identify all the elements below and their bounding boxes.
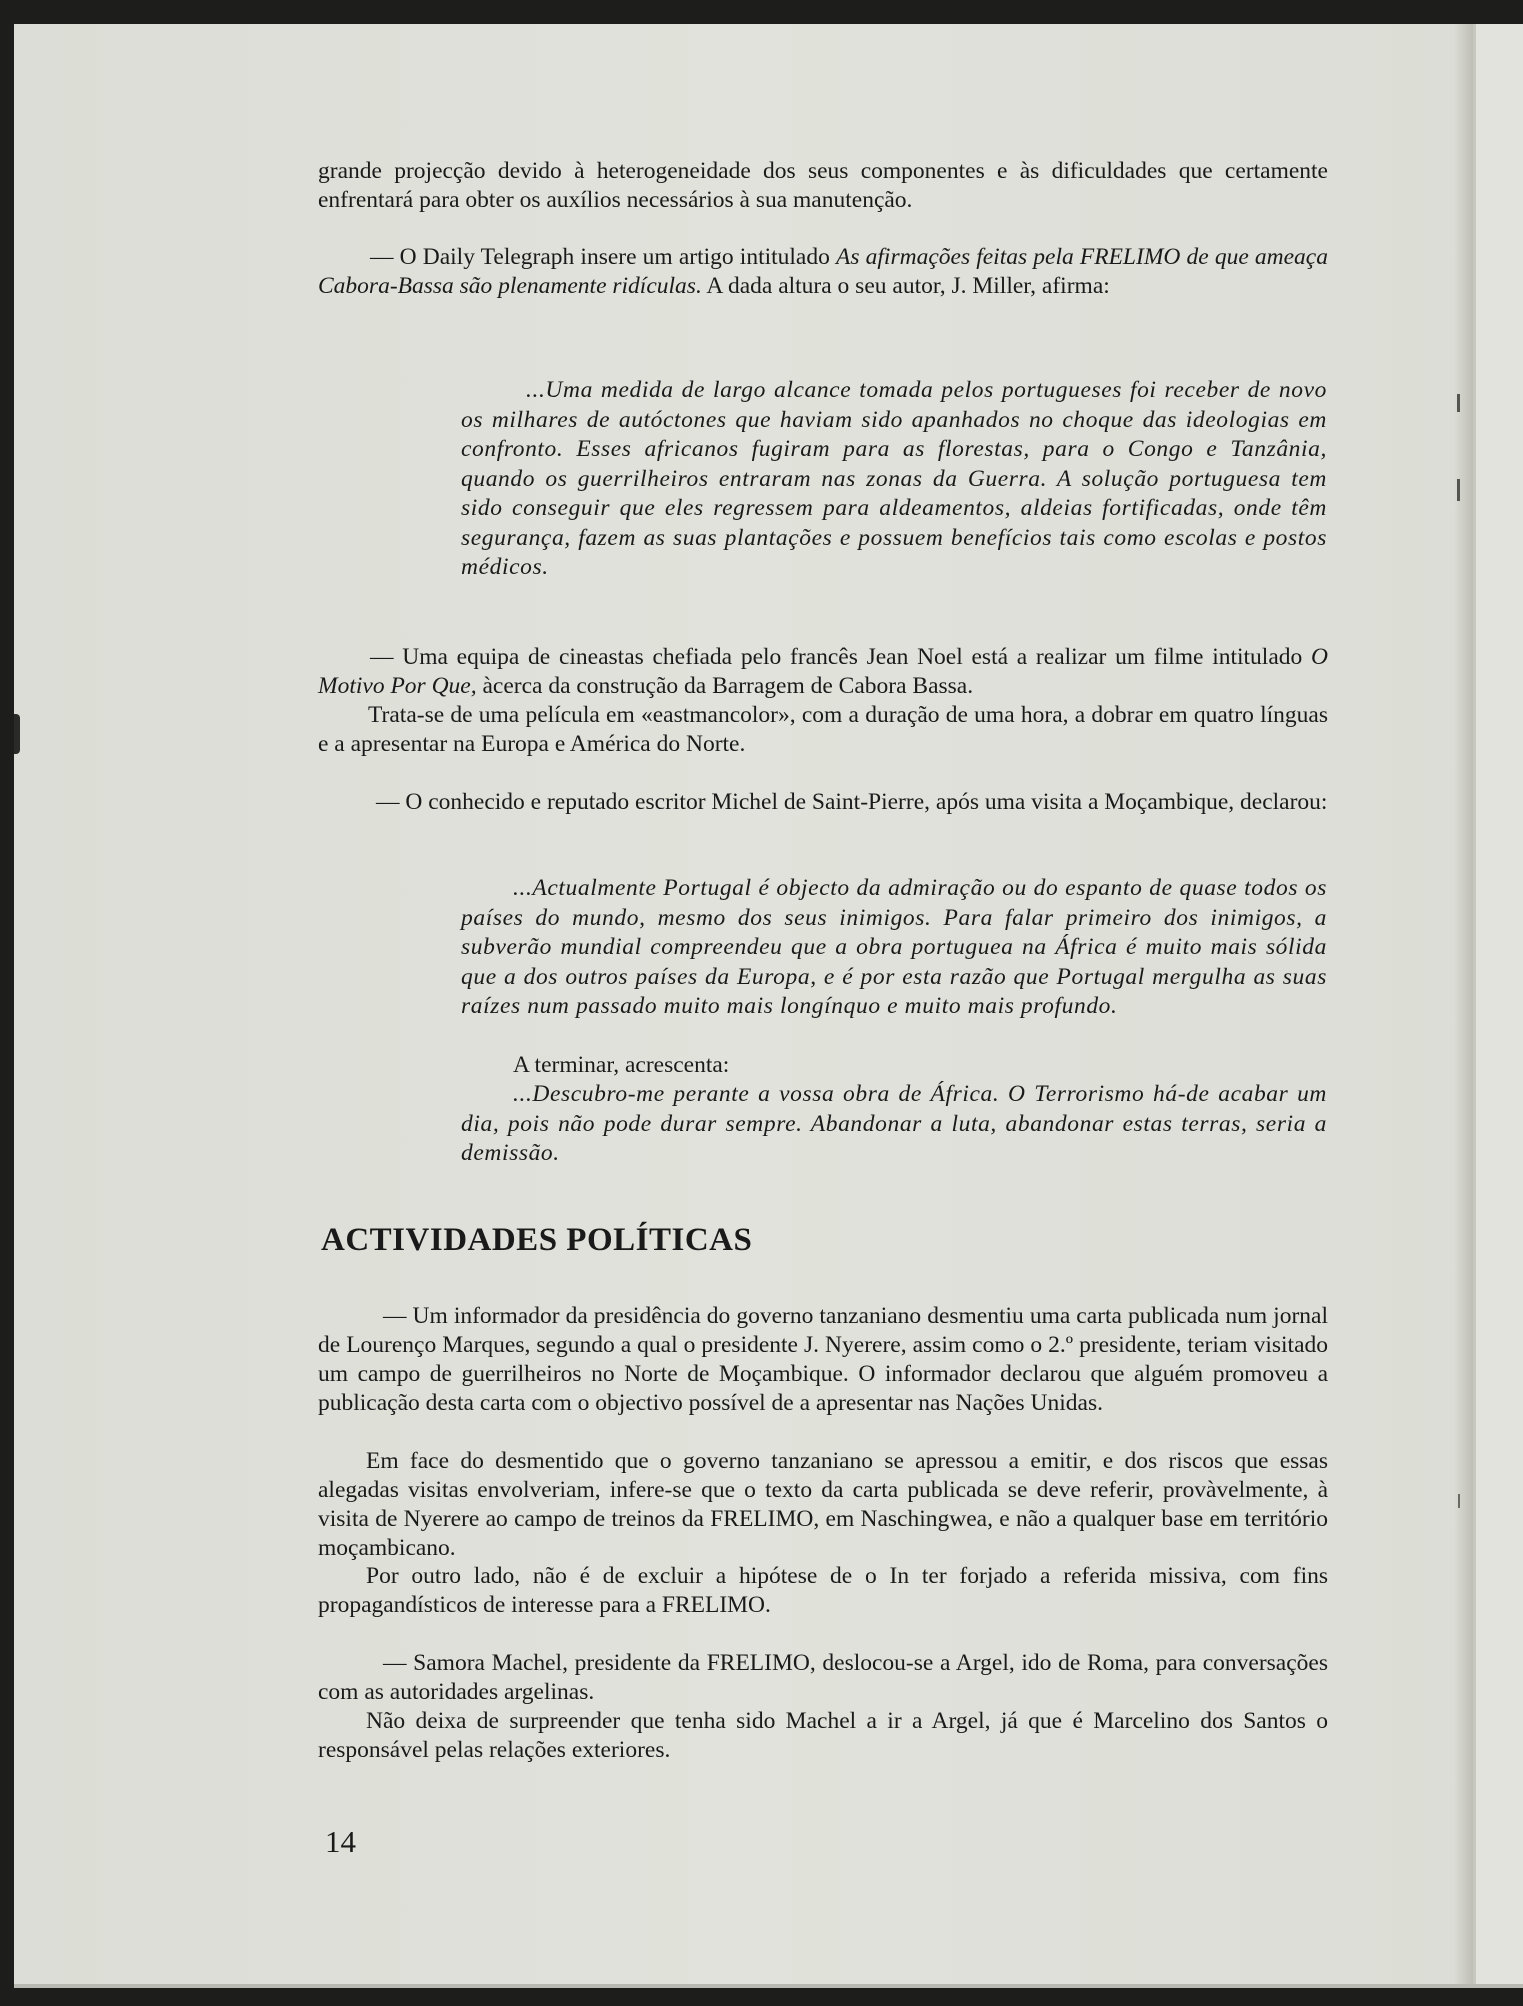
section-heading: ACTIVIDADES POLÍTICAS [321,1222,753,1258]
paragraph-daily-telegraph [318,243,1328,301]
paragraph-eastmancolor: Trata-se de uma película em «eastmancolor», com a duração de uma hora, a dobrar em quatro línguas e a apresentar na Europa e América do Norte. [318,702,1328,757]
page-number: 14 [325,1824,356,1859]
quote-intro: A terminar, acrescenta: [513,1052,730,1078]
quote-terrorismo: ...Descubro-me perante a vossa obra de África. O Terrorismo há-de acabar um dia, pois não pode durar sempre. Abandonar a luta, abandonar estas terras, seria a demissão. [461,1081,1327,1166]
paragraph-informador: — Um informador da presidência do governo tanzaniano desmentiu uma carta publicada num jornal de Lourenço Marques, segundo a qual o presidente J. Nyerere, assim como o 2.º presidente, teriam visitado um campo de guerrilheiros no Norte de Moçambique. O informador declarou que alguém promoveu a publicação desta carta com o objectivo possível de a apresentar nas Nações Unidas. [318,1303,1328,1416]
page-bottom-edge [14,1984,1523,1988]
film-title: O Motivo Por Que, [318,644,1328,699]
scanned-page [14,24,1523,1988]
paragraph-daily-telegraph-intro: — O Daily Telegraph insere um artigo intitulado [370,244,837,270]
paragraph-daily-telegraph-rest: A dada altura o seu autor, J. Miller, afirma: [701,273,1110,299]
paragraph-saint-pierre: — O conhecido e reputado escritor Michel de Saint-Pierre, após uma visita a Moçambique, declarou: [376,789,1328,815]
paragraph-desmentido: Em face do desmentido que o governo tanzaniano se apressou a emitir, e dos riscos que essas alegadas visitas envolveriam, infere-se que o texto da carta publicada se deve referir, provàvelmente, à visita de Nyerere ao campo de treinos da FRELIMO, em Naschingwea, e não a qualquer base em território moçambicano. [318,1448,1328,1561]
paragraph-film-end: àcerca da construção da Barragem de Cabora Bassa. [476,673,974,699]
binding-mark [14,714,20,754]
edge-mark [1458,1494,1460,1508]
paragraph-hipotese: Por outro lado, não é de excluir a hipótese de o In ter forjado a referida missiva, com fins propagandísticos de interesse para a FRELIMO. [318,1563,1328,1618]
adjacent-page-edge [1476,24,1523,1988]
edge-mark [1457,394,1460,412]
article-title: As afirmações feitas pela FRELIMO de que ameaça Cabora-Bassa são plenamente ridículas. [318,244,1328,299]
paragraph-continuation: grande projecção devido à heterogeneidade dos seus componentes e às dificuldades que certamente enfrentará para obter os auxílios necessários à sua manutenção. [318,158,1328,213]
paragraph-machel: — Samora Machel, presidente da FRELIMO, deslocou-se a Argel, ido de Roma, para conversações com as autoridades argelinas. [318,1650,1328,1705]
quote-saint-pierre: ...Actualmente Portugal é objecto da admiração ou do espanto de quase todos os países do mundo, mesmo dos seus inimigos. Para falar primeiro dos inimigos, a subverão mundial compreendeu que a obra portuguea na África é muito mais sólida que a dos outros países da Europa, e é por esta razão que Portugal mergulha as suas raízes num passado muito mais longínquo e muito mais profundo. [461,875,1327,1019]
paragraph-marcelino: Não deixa de surpreender que tenha sido Machel a ir a Argel, já que é Marcelino dos Santos o responsável pelas relações exteriores. [318,1708,1328,1763]
paragraph-film [318,643,1328,701]
paragraph-film-start: — Uma equipa de cineastas chefiada pelo francês Jean Noel está a realizar um filme intitulado [370,644,1312,670]
edge-mark [1457,479,1460,501]
quote-miller: ...Uma medida de largo alcance tomada pelos portugueses foi receber de novo os milhares de autóctones que haviam sido apanhados no choque das ideologias em confronto. Esses africanos fugiram para as florestas, para o Congo e Tanzânia, quando os guerrilheiros entraram nas zonas da Guerra. A solução portuguesa tem sido conseguir que eles regressem para aldeamentos, aldeias fortificadas, onde têm segurança, fazem as suas plantações e possuem benefícios tais como escolas e postos médicos. [461,377,1327,580]
page-edge-shadow [1454,24,1474,1988]
